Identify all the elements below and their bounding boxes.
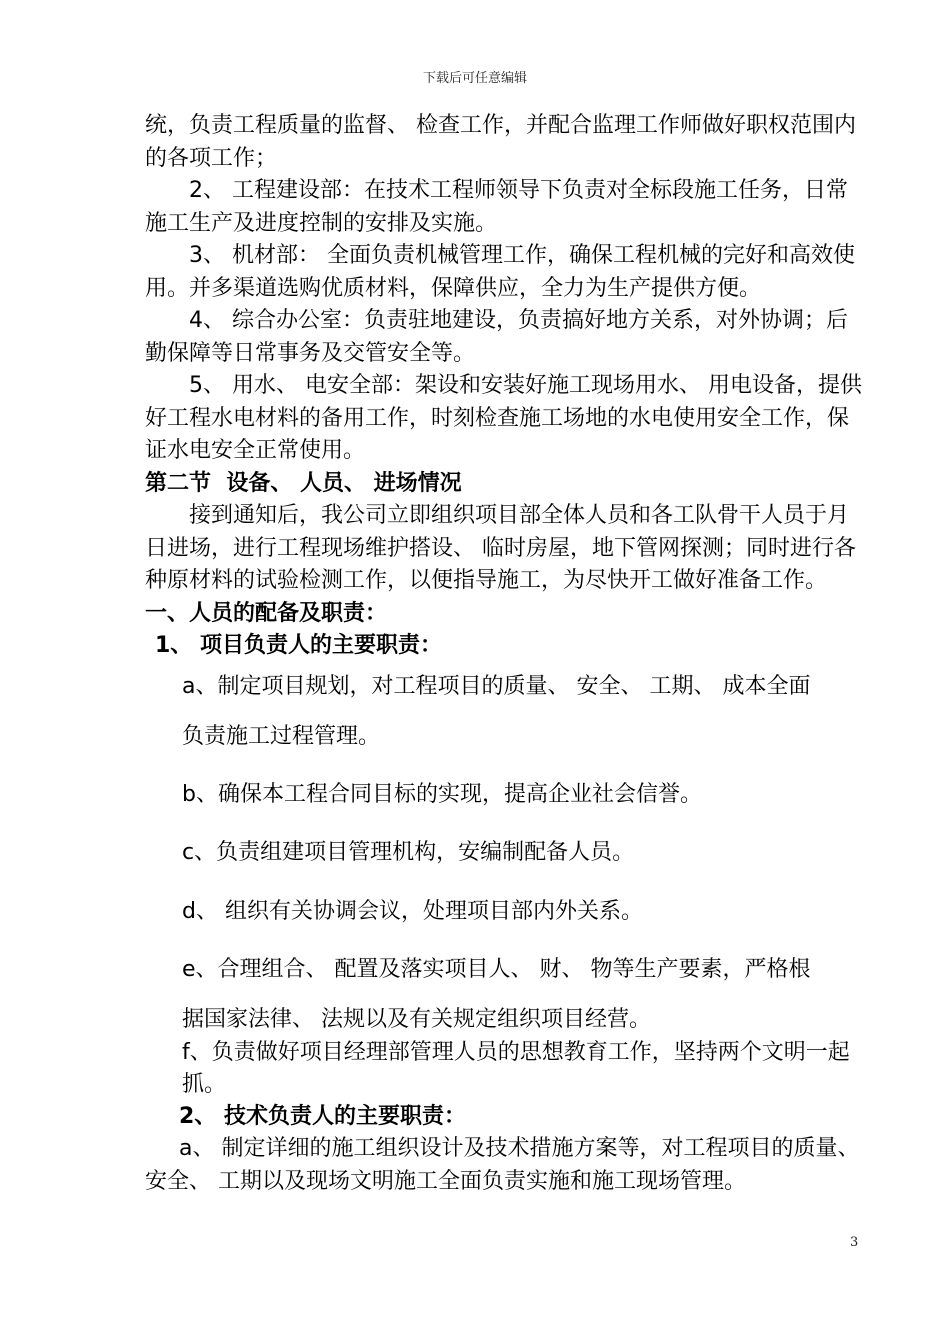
paragraph-general-office: 4、 综合办公室：负责驻地建设，负责搞好地方关系，对外协调；后勤保障等日常事务及交管安全等。	[145, 308, 848, 366]
paragraph-engineering-dept: 2、 工程建设部：在技术工程师领导下负责对全标段施工任务，日常施工生产及进度控制的安排及实施。	[145, 178, 848, 236]
page-number: 3	[850, 1235, 859, 1250]
paragraph-machinery-dept: 3、 机材部： 全面负责机械管理工作，确保工程机械的完好和高效使用。并多渠道选购优质材料，保障供应，全力为生产提供方便。	[145, 243, 855, 301]
list-item-e	[145, 954, 865, 1036]
heading-technical-lead-duties: 2、 技术负责人的主要职责：	[179, 1103, 466, 1129]
list-item-e-line2: 据国家法律、 法规以及有关规定组织项目经营。	[182, 1006, 651, 1032]
list-item-d: d、 组织有关协调会议，处理项目部内外关系。	[182, 898, 643, 924]
list-item-c: c、负责组建项目管理机构，安编制配备人员。	[182, 839, 635, 865]
document-body	[145, 110, 865, 1198]
page-header: 下载后可任意编辑	[422, 71, 527, 86]
list-item-a-line2: 负责施工过程管理。	[182, 723, 381, 749]
list-item-e-line1: e、合理组合、 配置及落实项目人、 财、 物等生产要素，严格根	[182, 956, 811, 982]
list-item-b: b、确保本工程合同目标的实现，提高企业社会信誉。	[182, 781, 702, 807]
paragraph-entry-status: 接到通知后，我公司立即组织项目部全体人员和各工队骨干人员于月 日进场，进行工程现场维护搭设、 临时房屋，地下管网探测；同时进行各种原材料的试验检测工作，以便指导施工，为尽快开工做好准备工作。	[145, 503, 864, 593]
heading-staffing: 一、人员的配备及职责：	[145, 600, 388, 626]
paragraph-continued: 统，负责工程质量的监督、 检查工作，并配合监理工作师做好职权范围内的各项工作；	[145, 113, 856, 171]
heading-project-manager-duties: 1、 项目负责人的主要职责：	[155, 633, 442, 658]
list-item-a-line1: a、制定项目规划，对工程项目的质量、 安全、 工期、 成本全面	[182, 673, 811, 699]
list-item-a	[145, 671, 865, 753]
list-item-f: f、负责做好项目经理部管理人员的思想教育工作，坚持两个文明一起抓。	[182, 1039, 850, 1097]
paragraph-water-power-dept: 5、 用水、 电安全部：架设和安装好施工现场用水、 用电设备，提供好工程水电材料的备用工作，时刻检查施工场地的水电使用安全工作，保证水电安全正常使用。	[145, 373, 862, 463]
section-title: 第二节 设备、 人员、 进场情况	[145, 470, 462, 496]
paragraph-technical-lead-a: a、 制定详细的施工组织设计及技术措施方案等，对工程项目的质量、 安全、 工期以及现场文明施工全面负责实施和施工现场管理。	[145, 1136, 867, 1194]
